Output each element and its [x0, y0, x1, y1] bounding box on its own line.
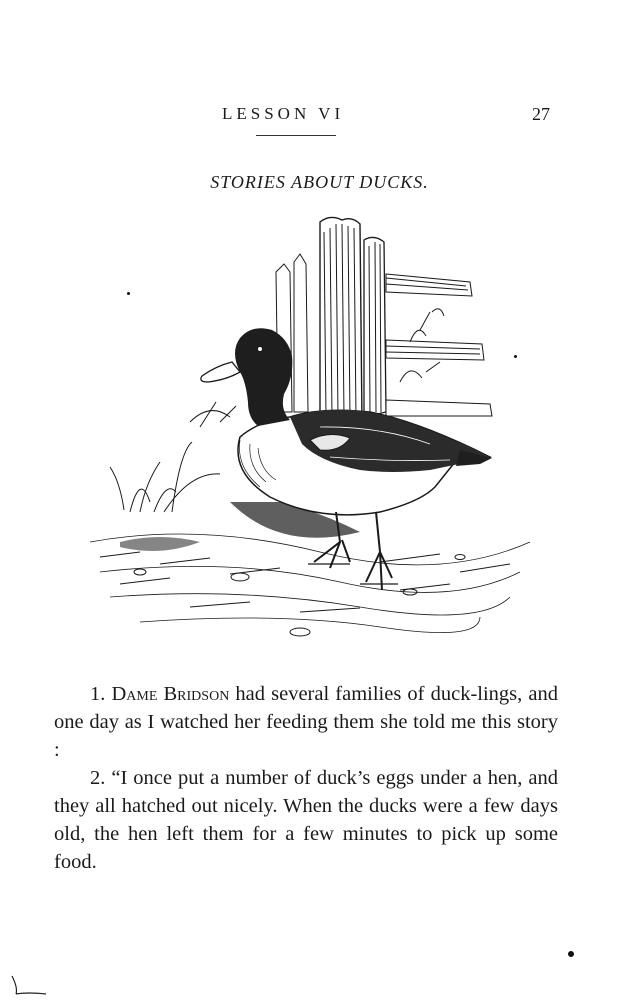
paragraph-text: “I once put a number of duck’s eggs under a hen, and they all hatched out nicely. When the ducks were a few days old, the hen left them for a few minutes to pick up some food. [54, 767, 558, 873]
page-corner-mark [8, 968, 48, 998]
paragraph-1 [54, 680, 558, 764]
paragraph-number: 1. [90, 683, 106, 705]
lesson-body [54, 680, 558, 876]
ink-speck [127, 292, 130, 295]
running-header [0, 104, 639, 130]
page-number: 27 [532, 104, 550, 124]
character-name: Dame Bridson [111, 683, 230, 705]
paragraph-text: had several families of duck-lings, and one day as I watched her feeding them she told me this story : [54, 683, 558, 761]
duck-illustration [80, 212, 540, 662]
ink-speck [568, 951, 574, 957]
ink-speck [514, 355, 517, 358]
header-rule [256, 135, 336, 136]
paragraph-2 [54, 764, 558, 876]
paragraph-number: 2. [90, 767, 106, 789]
lesson-title: STORIES ABOUT DUCKS. [210, 172, 429, 192]
running-head: LESSON VI [222, 104, 345, 123]
